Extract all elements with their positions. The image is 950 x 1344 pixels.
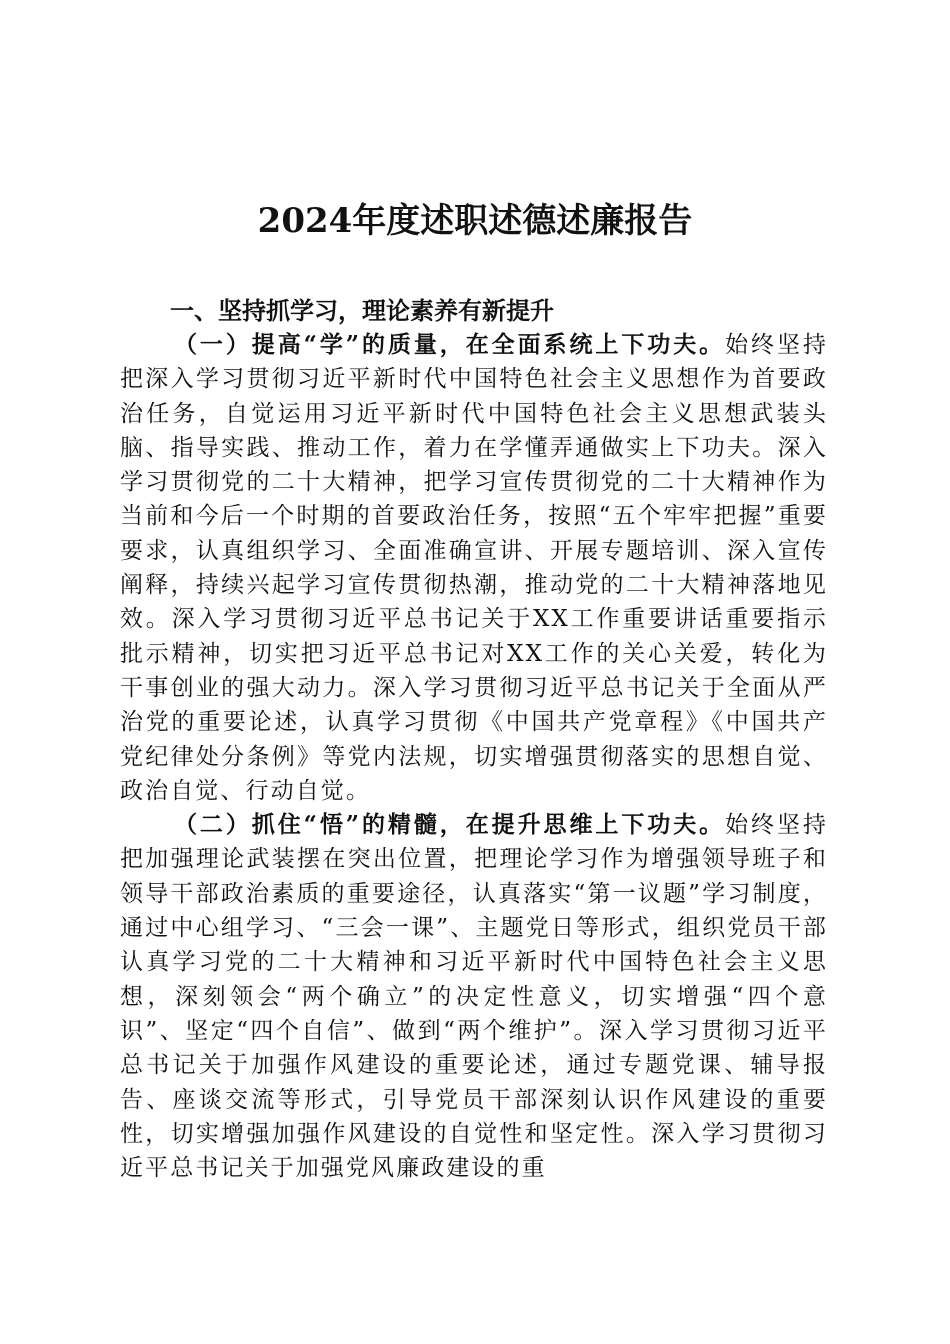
paragraph-text: 始终坚持把深入学习贯彻习近平新时代中国特色社会主义思想作为首要政治任务，自觉运用习近平新时代中国特色社会主义思想武装头脑、指导实践、推动工作，着力在学懂弄通做实上下功夫。深入学习贯彻党的二十大精神，把学习宣传贯彻党的二十大精神作为当前和今后一个时期的首要政治任务，按照“五个牢牢把握”重要要求，认真组织学习、全面准确宣讲、开展专题培训、深入宣传阐释，持续兴起学习宣传贯彻热潮，推动党的二十大精神落地见效。深入学习贯彻习近平总书记关于XX工作重要讲话重要指示批示精神，切实把习近平总书记对XX工作的关心关爱，转化为干事创业的强大动力。深入学习贯彻习近平总书记关于全面从严治党的重要论述，认真学习贯彻《中国共产党章程》《中国共产党纪律处分条例》等党内法规，切实增强贯彻落实的思想自觉、政治自觉、行动自觉。 bbox=[120, 332, 828, 804]
paragraph-lead: （二）抓住“悟”的精髓，在提升思维上下功夫。 bbox=[174, 811, 726, 839]
document-body bbox=[120, 294, 828, 1185]
paragraph-study-quality bbox=[120, 328, 828, 808]
paragraph-text: 始终坚持把加强理论武装摆在突出位置，把理论学习作为增强领导班子和领导干部政治素质的重要途径，认真落实“第一议题”学习制度，通过中心组学习、“三会一课”、主题党日等形式，组织党员干部认真学习党的二十大精神和习近平新时代中国特色社会主义思想，深刻领会“两个确立”的决定性意义，切实增强“四个意识”、坚定“四个自信”、做到“两个维护”。深入学习贯彻习近平总书记关于加强作风建设的重要论述，通过专题党课、辅导报告、座谈交流等形式，引导党员干部深刻认识作风建设的重要性，切实增强加强作风建设的自觉性和坚定性。深入学习贯彻习近平总书记关于加强党风廉政建设的重 bbox=[120, 812, 828, 1182]
document-title: 2024年度述职述德述廉报告 bbox=[257, 201, 693, 241]
paragraph-lead: （一）提高“学”的质量，在全面系统上下功夫。 bbox=[174, 331, 726, 358]
paragraph-grasp-essence bbox=[120, 808, 828, 1185]
section-heading: 一、坚持抓学习，理论素养有新提升 bbox=[170, 296, 554, 325]
